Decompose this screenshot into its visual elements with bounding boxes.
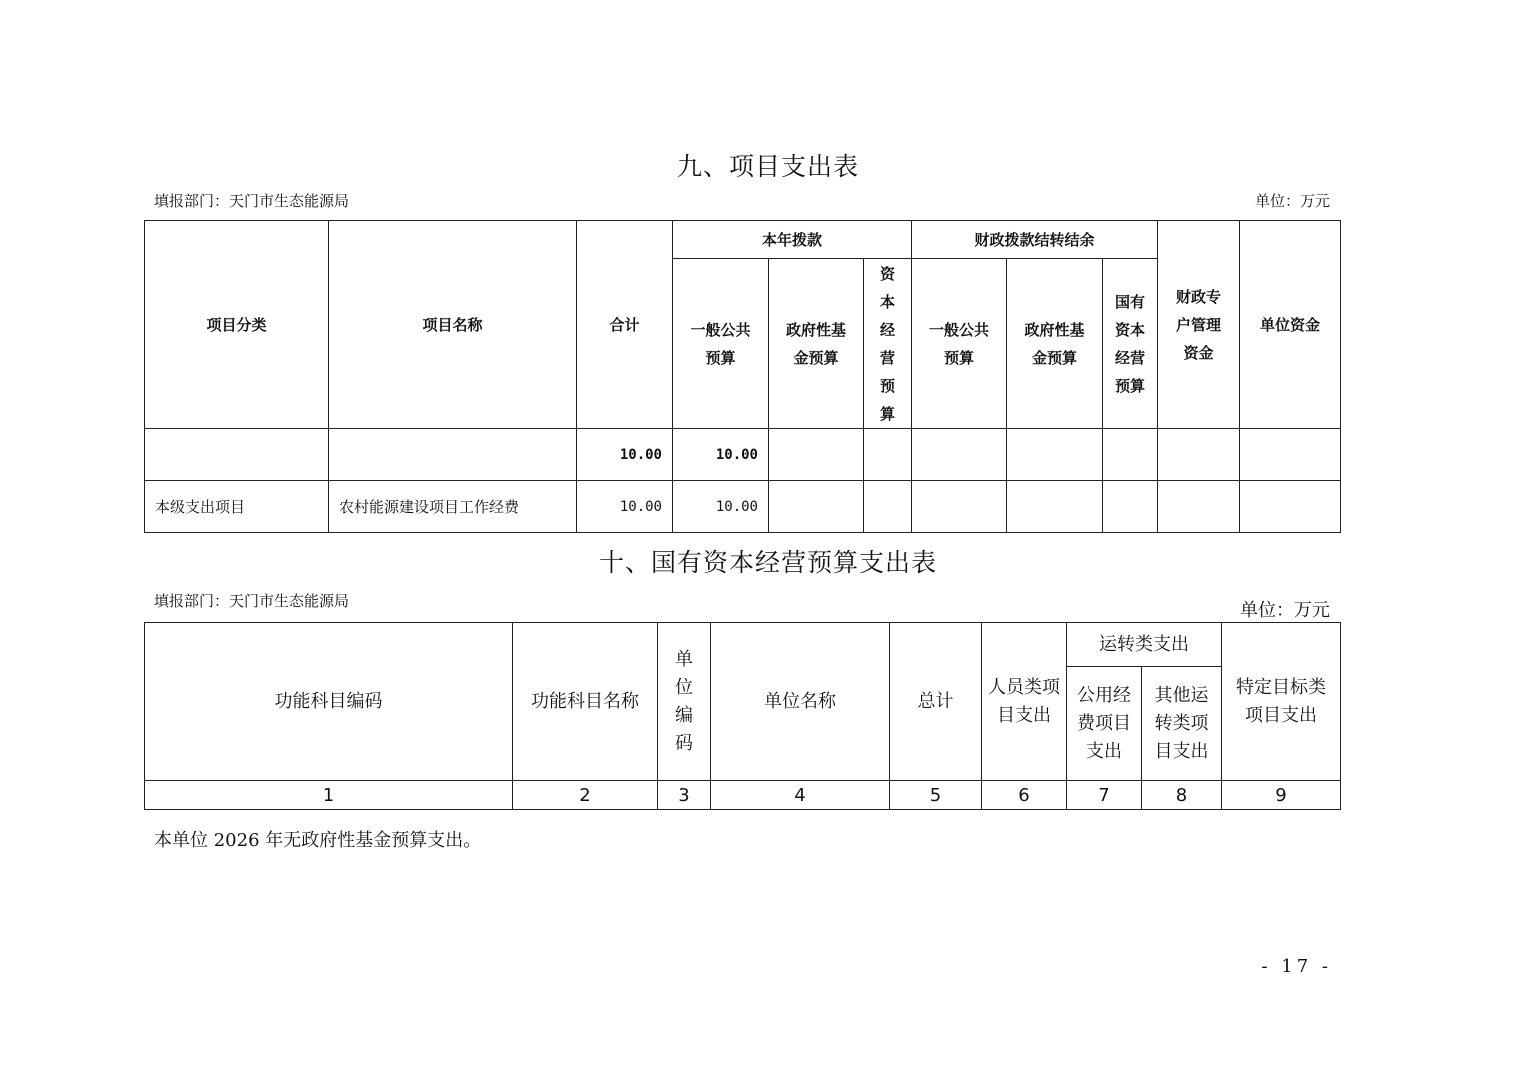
- header-cy-general: 一般公共预算: [673, 259, 769, 429]
- index-cell: 1: [145, 781, 513, 810]
- row-cy-general: 10.00: [673, 481, 769, 533]
- page-number: - 17 -: [1261, 956, 1332, 977]
- header-category: 项目分类: [145, 221, 329, 429]
- header-unit-funds: 单位资金: [1240, 221, 1341, 429]
- index-cell: 6: [982, 781, 1067, 810]
- index-cell: 9: [1222, 781, 1341, 810]
- row-name: 农村能源建设项目工作经费: [329, 481, 577, 533]
- state-capital-budget-table: [144, 622, 1341, 810]
- table1-unit: 单位：万元: [1254, 192, 1330, 210]
- total-category: [145, 429, 329, 481]
- table2-department: 填报部门：天门市生态能源局: [154, 592, 350, 610]
- table1-department: 填报部门：天门市生态能源局: [154, 192, 350, 210]
- index-cell: 4: [711, 781, 890, 810]
- total-row: [145, 429, 1341, 481]
- total-total: 10.00: [577, 429, 673, 481]
- header-other-operating: 其他运转类项目支出: [1142, 667, 1222, 781]
- table-row: [145, 481, 1341, 533]
- header-cy-gov-fund: 政府性基金预算: [769, 259, 864, 429]
- header-carryover: 财政拨款结转结余: [912, 221, 1158, 259]
- table1-title: 九、项目支出表: [676, 152, 859, 181]
- header-unit-name: 单位名称: [711, 623, 890, 781]
- index-cell: 7: [1067, 781, 1142, 810]
- header-specific: 特定目标类项目支出: [1222, 623, 1341, 781]
- header-func-code: 功能科目编码: [145, 623, 513, 781]
- header-special-account: 财政专户管理资金: [1158, 221, 1240, 429]
- index-cell: 8: [1142, 781, 1222, 810]
- table2-unit: 单位：万元: [1240, 600, 1330, 621]
- row-category: 本级支出项目: [145, 481, 329, 533]
- total-name: [329, 429, 577, 481]
- index-cell: 2: [513, 781, 658, 810]
- index-cell: 3: [658, 781, 711, 810]
- header-co-general: 一般公共预算: [912, 259, 1007, 429]
- header-unit-code: 单位编码: [658, 623, 711, 781]
- header-current-year: 本年拨款: [673, 221, 912, 259]
- row-total: 10.00: [577, 481, 673, 533]
- header-total: 总计: [890, 623, 982, 781]
- header-func-name: 功能科目名称: [513, 623, 658, 781]
- header-name: 项目名称: [329, 221, 577, 429]
- total-cy-general: 10.00: [673, 429, 769, 481]
- header-co-gov-fund: 政府性基金预算: [1007, 259, 1103, 429]
- index-cell: 5: [890, 781, 982, 810]
- header-co-state-capital: 国有资本经营预算: [1103, 259, 1158, 429]
- project-expenditure-table: [144, 220, 1341, 533]
- footnote: 本单位 2026 年无政府性基金预算支出。: [154, 830, 482, 851]
- header-cy-state-capital: 资本经营预算: [864, 259, 912, 429]
- header-operating: 运转类支出: [1067, 623, 1222, 667]
- index-row: [145, 781, 1341, 810]
- table2-title: 十、国有资本经营预算支出表: [598, 548, 937, 577]
- header-total: 合计: [577, 221, 673, 429]
- header-public-funds: 公用经费项目支出: [1067, 667, 1142, 781]
- header-personnel: 人员类项目支出: [982, 623, 1067, 781]
